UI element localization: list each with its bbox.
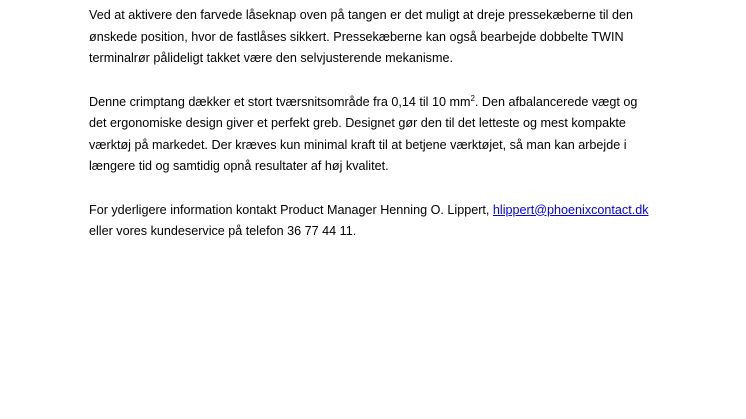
email-link[interactable]: hlippert@phoenixcontact.dk	[492, 202, 649, 217]
text-line: terminalrør pålideligt takket være den selvjusterende mekanisme.	[89, 51, 453, 65]
paragraph-locking-button	[89, 5, 729, 70]
text-line: værktøj på markedet. Der kræves kun minimal kraft til at betjene værktøjet, så man kan arbejde i	[89, 137, 627, 152]
text-fragment: For yderligere information kontakt Product Manager Henning O. Lippert,	[89, 202, 493, 217]
text-line: længere tid og samtidig opnå resultater af høj kvalitet.	[89, 159, 389, 173]
text-line	[89, 200, 729, 222]
text-line: eller vores kundeservice på telefon 36 77 44 11.	[89, 224, 357, 238]
text-line: Ved at aktivere den farvede låseknap oven på tangen er det muligt at dreje pressekæberne til den	[89, 8, 633, 22]
text-line	[89, 92, 729, 114]
document-page	[89, 5, 729, 265]
text-fragment: Denne crimptang dækker et stort tværsnitsområde fra 0,14 til 10 mm	[89, 94, 471, 109]
paragraph-contact	[89, 200, 729, 243]
text-line: det ergonomiske design giver et perfekt greb. Designet gør den til det letteste og mest kompakte	[89, 116, 626, 130]
paragraph-cross-section	[89, 92, 729, 178]
text-fragment: . Den afbalancerede vægt og	[474, 94, 638, 109]
superscript: 2	[470, 93, 475, 103]
text-line: ønskede position, hvor de fastlåses sikkert. Pressekæberne kan også bearbejde dobbelte TWIN	[89, 29, 624, 44]
